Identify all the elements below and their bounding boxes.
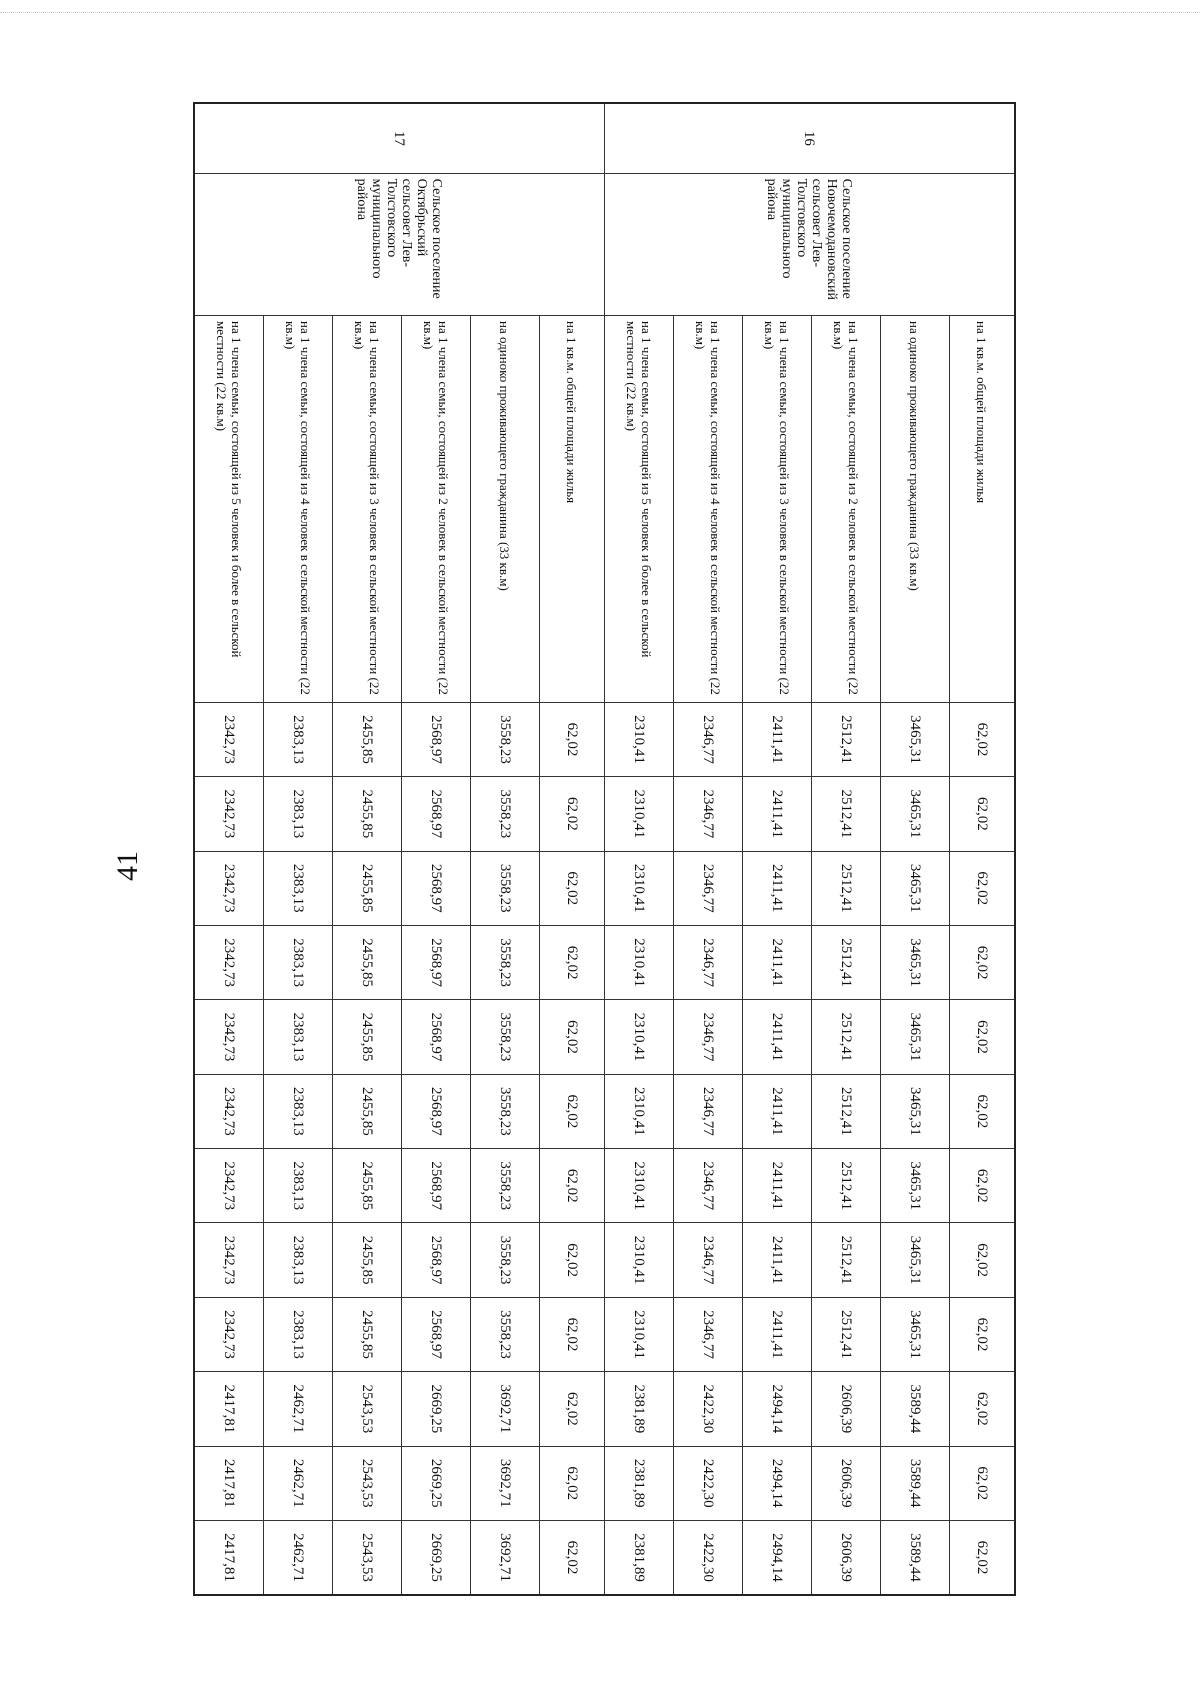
value-cell: 62,02 <box>540 1000 605 1074</box>
value-cell: 2512,41 <box>812 1223 881 1297</box>
value-cell: 2342,73 <box>194 1149 264 1223</box>
value-cell: 3692,71 <box>471 1520 540 1595</box>
table-row <box>743 103 812 1595</box>
value-cell: 62,02 <box>950 851 1016 925</box>
value-cell: 3589,44 <box>881 1372 950 1446</box>
value-cell: 2512,41 <box>812 702 881 776</box>
value-cell: 2455,85 <box>333 702 402 776</box>
value-cell: 2568,97 <box>402 1297 471 1371</box>
row-description: на одиноко проживающего гражданина (33 кв.м) <box>881 316 950 703</box>
value-cell: 2310,41 <box>605 1297 674 1371</box>
value-cell: 2494,14 <box>743 1520 812 1595</box>
value-cell: 3692,71 <box>471 1446 540 1520</box>
value-cell: 2455,85 <box>333 1297 402 1371</box>
value-cell: 2568,97 <box>402 1000 471 1074</box>
value-cell: 2455,85 <box>333 1223 402 1297</box>
value-cell: 2543,53 <box>333 1520 402 1595</box>
value-cell: 2568,97 <box>402 777 471 851</box>
value-cell: 62,02 <box>950 1000 1016 1074</box>
value-cell: 3465,31 <box>881 1223 950 1297</box>
value-cell: 2606,39 <box>812 1520 881 1595</box>
value-cell: 2606,39 <box>812 1372 881 1446</box>
value-cell: 62,02 <box>950 1446 1016 1520</box>
value-cell: 62,02 <box>540 777 605 851</box>
value-cell: 2494,14 <box>743 1446 812 1520</box>
value-cell: 2381,89 <box>605 1520 674 1595</box>
row-description: на 1 члена семьи, состоящей из 3 человек в сельской местности (22 кв.м) <box>743 316 812 703</box>
table-row <box>812 103 881 1595</box>
value-cell: 3558,23 <box>471 702 540 776</box>
value-cell: 2411,41 <box>743 851 812 925</box>
value-cell: 3465,31 <box>881 1297 950 1371</box>
value-cell: 3558,23 <box>471 1297 540 1371</box>
value-cell: 3558,23 <box>471 1149 540 1223</box>
value-cell: 2411,41 <box>743 1000 812 1074</box>
value-cell: 2417,81 <box>194 1372 264 1446</box>
value-cell: 2512,41 <box>812 1000 881 1074</box>
table-row <box>674 103 743 1595</box>
value-cell: 2422,30 <box>674 1446 743 1520</box>
value-cell: 2455,85 <box>333 1149 402 1223</box>
settlement-name: Сельское поселение Новочемодановский сельсовет Лев-Толстовского муниципального района <box>605 173 1016 315</box>
table-row <box>264 103 333 1595</box>
value-cell: 2568,97 <box>402 702 471 776</box>
value-cell: 2342,73 <box>194 702 264 776</box>
value-cell: 2455,85 <box>333 1000 402 1074</box>
value-cell: 2342,73 <box>194 777 264 851</box>
value-cell: 2346,77 <box>674 925 743 999</box>
value-cell: 2383,13 <box>264 1074 333 1148</box>
value-cell: 3692,71 <box>471 1372 540 1446</box>
value-cell: 2383,13 <box>264 1223 333 1297</box>
value-cell: 2411,41 <box>743 925 812 999</box>
value-cell: 3465,31 <box>881 851 950 925</box>
value-cell: 2411,41 <box>743 702 812 776</box>
value-cell: 2411,41 <box>743 1297 812 1371</box>
value-cell: 2462,71 <box>264 1520 333 1595</box>
value-cell: 3589,44 <box>881 1520 950 1595</box>
row-description: на одиноко проживающего гражданина (33 кв.м) <box>471 316 540 703</box>
value-cell: 62,02 <box>540 1372 605 1446</box>
value-cell: 3558,23 <box>471 777 540 851</box>
value-cell: 2342,73 <box>194 1000 264 1074</box>
value-cell: 2342,73 <box>194 1074 264 1148</box>
value-cell: 2342,73 <box>194 925 264 999</box>
value-cell: 2512,41 <box>812 1074 881 1148</box>
value-cell: 3558,23 <box>471 925 540 999</box>
row-description: на 1 члена семьи, состоящей из 4 человек в сельской местности (22 кв.м) <box>674 316 743 703</box>
table-row <box>950 103 1016 1595</box>
value-cell: 3465,31 <box>881 1149 950 1223</box>
value-cell: 3558,23 <box>471 1000 540 1074</box>
value-cell: 62,02 <box>950 1074 1016 1148</box>
value-cell: 62,02 <box>540 1520 605 1595</box>
value-cell: 2383,13 <box>264 702 333 776</box>
value-cell: 62,02 <box>950 702 1016 776</box>
table-row <box>605 103 674 1595</box>
value-cell: 2383,13 <box>264 1000 333 1074</box>
value-cell: 2543,53 <box>333 1372 402 1446</box>
value-cell: 2342,73 <box>194 851 264 925</box>
table-row <box>471 103 540 1595</box>
value-cell: 62,02 <box>540 1446 605 1520</box>
value-cell: 2346,77 <box>674 777 743 851</box>
value-cell: 62,02 <box>950 1223 1016 1297</box>
value-cell: 2568,97 <box>402 925 471 999</box>
value-cell: 2543,53 <box>333 1446 402 1520</box>
value-cell: 62,02 <box>950 777 1016 851</box>
value-cell: 2310,41 <box>605 702 674 776</box>
value-cell: 2381,89 <box>605 1446 674 1520</box>
value-cell: 62,02 <box>540 925 605 999</box>
value-cell: 62,02 <box>540 702 605 776</box>
value-cell: 2310,41 <box>605 1223 674 1297</box>
value-cell: 62,02 <box>950 1520 1016 1595</box>
value-cell: 2310,41 <box>605 1149 674 1223</box>
value-cell: 2422,30 <box>674 1372 743 1446</box>
table-body <box>194 103 1015 1595</box>
value-cell: 2568,97 <box>402 1223 471 1297</box>
value-cell: 3465,31 <box>881 1074 950 1148</box>
value-cell: 2342,73 <box>194 1223 264 1297</box>
value-cell: 2568,97 <box>402 1149 471 1223</box>
tariff-table <box>193 102 1016 1596</box>
value-cell: 2310,41 <box>605 1000 674 1074</box>
value-cell: 2417,81 <box>194 1520 264 1595</box>
value-cell: 2383,13 <box>264 1149 333 1223</box>
value-cell: 2669,25 <box>402 1372 471 1446</box>
value-cell: 2417,81 <box>194 1446 264 1520</box>
value-cell: 2381,89 <box>605 1372 674 1446</box>
table-row <box>402 103 471 1595</box>
value-cell: 2411,41 <box>743 777 812 851</box>
value-cell: 62,02 <box>950 1372 1016 1446</box>
table-row <box>881 103 950 1595</box>
value-cell: 3465,31 <box>881 925 950 999</box>
value-cell: 3558,23 <box>471 1074 540 1148</box>
rotated-table-container <box>210 102 1016 1596</box>
value-cell: 2411,41 <box>743 1149 812 1223</box>
page-number: 41 <box>111 851 144 881</box>
value-cell: 62,02 <box>540 1223 605 1297</box>
value-cell: 2512,41 <box>812 777 881 851</box>
value-cell: 2346,77 <box>674 1074 743 1148</box>
value-cell: 62,02 <box>540 1297 605 1371</box>
value-cell: 2310,41 <box>605 777 674 851</box>
row-description: на 1 члена семьи, состоящей из 4 человек в сельской местности (22 кв.м) <box>264 316 333 703</box>
row-description: на 1 кв.м. общей площади жилья <box>950 316 1016 703</box>
value-cell: 2669,25 <box>402 1446 471 1520</box>
row-description: на 1 члена семьи, состоящей из 5 человек и более в сельской местности (22 кв.м) <box>605 316 674 703</box>
value-cell: 2669,25 <box>402 1520 471 1595</box>
value-cell: 2310,41 <box>605 1074 674 1148</box>
row-description: на 1 члена семьи, состоящей из 3 человек в сельской местности (22 кв.м) <box>333 316 402 703</box>
value-cell: 2346,77 <box>674 1223 743 1297</box>
table-row <box>333 103 402 1595</box>
value-cell: 2310,41 <box>605 925 674 999</box>
row-description: на 1 кв.м. общей площади жилья <box>540 316 605 703</box>
value-cell: 62,02 <box>540 1074 605 1148</box>
value-cell: 2606,39 <box>812 1446 881 1520</box>
value-cell: 2342,73 <box>194 1297 264 1371</box>
value-cell: 2494,14 <box>743 1372 812 1446</box>
value-cell: 3465,31 <box>881 702 950 776</box>
row-description: на 1 члена семьи, состоящей из 5 человек и более в сельской местности (22 кв.м) <box>194 316 264 703</box>
value-cell: 62,02 <box>540 851 605 925</box>
value-cell: 2310,41 <box>605 851 674 925</box>
value-cell: 2455,85 <box>333 777 402 851</box>
value-cell: 2568,97 <box>402 851 471 925</box>
value-cell: 2512,41 <box>812 851 881 925</box>
value-cell: 3558,23 <box>471 851 540 925</box>
value-cell: 2512,41 <box>812 1149 881 1223</box>
table-row <box>540 103 605 1595</box>
table-row <box>194 103 264 1595</box>
value-cell: 2383,13 <box>264 777 333 851</box>
value-cell: 2455,85 <box>333 925 402 999</box>
value-cell: 62,02 <box>950 1149 1016 1223</box>
value-cell: 2462,71 <box>264 1446 333 1520</box>
value-cell: 2512,41 <box>812 1297 881 1371</box>
value-cell: 2346,77 <box>674 1149 743 1223</box>
value-cell: 2383,13 <box>264 851 333 925</box>
value-cell: 2568,97 <box>402 1074 471 1148</box>
value-cell: 2462,71 <box>264 1372 333 1446</box>
value-cell: 2383,13 <box>264 925 333 999</box>
value-cell: 2411,41 <box>743 1223 812 1297</box>
value-cell: 3589,44 <box>881 1446 950 1520</box>
value-cell: 3465,31 <box>881 1000 950 1074</box>
value-cell: 3465,31 <box>881 777 950 851</box>
settlement-code: 17 <box>194 103 605 173</box>
value-cell: 2383,13 <box>264 1297 333 1371</box>
value-cell: 2346,77 <box>674 702 743 776</box>
value-cell: 62,02 <box>950 1297 1016 1371</box>
top-dotted-rule <box>0 12 1200 13</box>
value-cell: 2346,77 <box>674 851 743 925</box>
value-cell: 2512,41 <box>812 925 881 999</box>
value-cell: 62,02 <box>540 1149 605 1223</box>
value-cell: 2411,41 <box>743 1074 812 1148</box>
value-cell: 2346,77 <box>674 1297 743 1371</box>
value-cell: 2455,85 <box>333 851 402 925</box>
value-cell: 2346,77 <box>674 1000 743 1074</box>
settlement-name: Сельское поселение Октябрьский сельсовет Лев-Толстовского муниципального района <box>194 173 605 315</box>
value-cell: 62,02 <box>950 925 1016 999</box>
value-cell: 2422,30 <box>674 1520 743 1595</box>
value-cell: 2455,85 <box>333 1074 402 1148</box>
value-cell: 3558,23 <box>471 1223 540 1297</box>
row-description: на 1 члена семьи, состоящей из 2 человек в сельской местности (22 кв.м) <box>812 316 881 703</box>
row-description: на 1 члена семьи, состоящей из 2 человек в сельской местности (22 кв.м) <box>402 316 471 703</box>
settlement-code: 16 <box>605 103 1016 173</box>
